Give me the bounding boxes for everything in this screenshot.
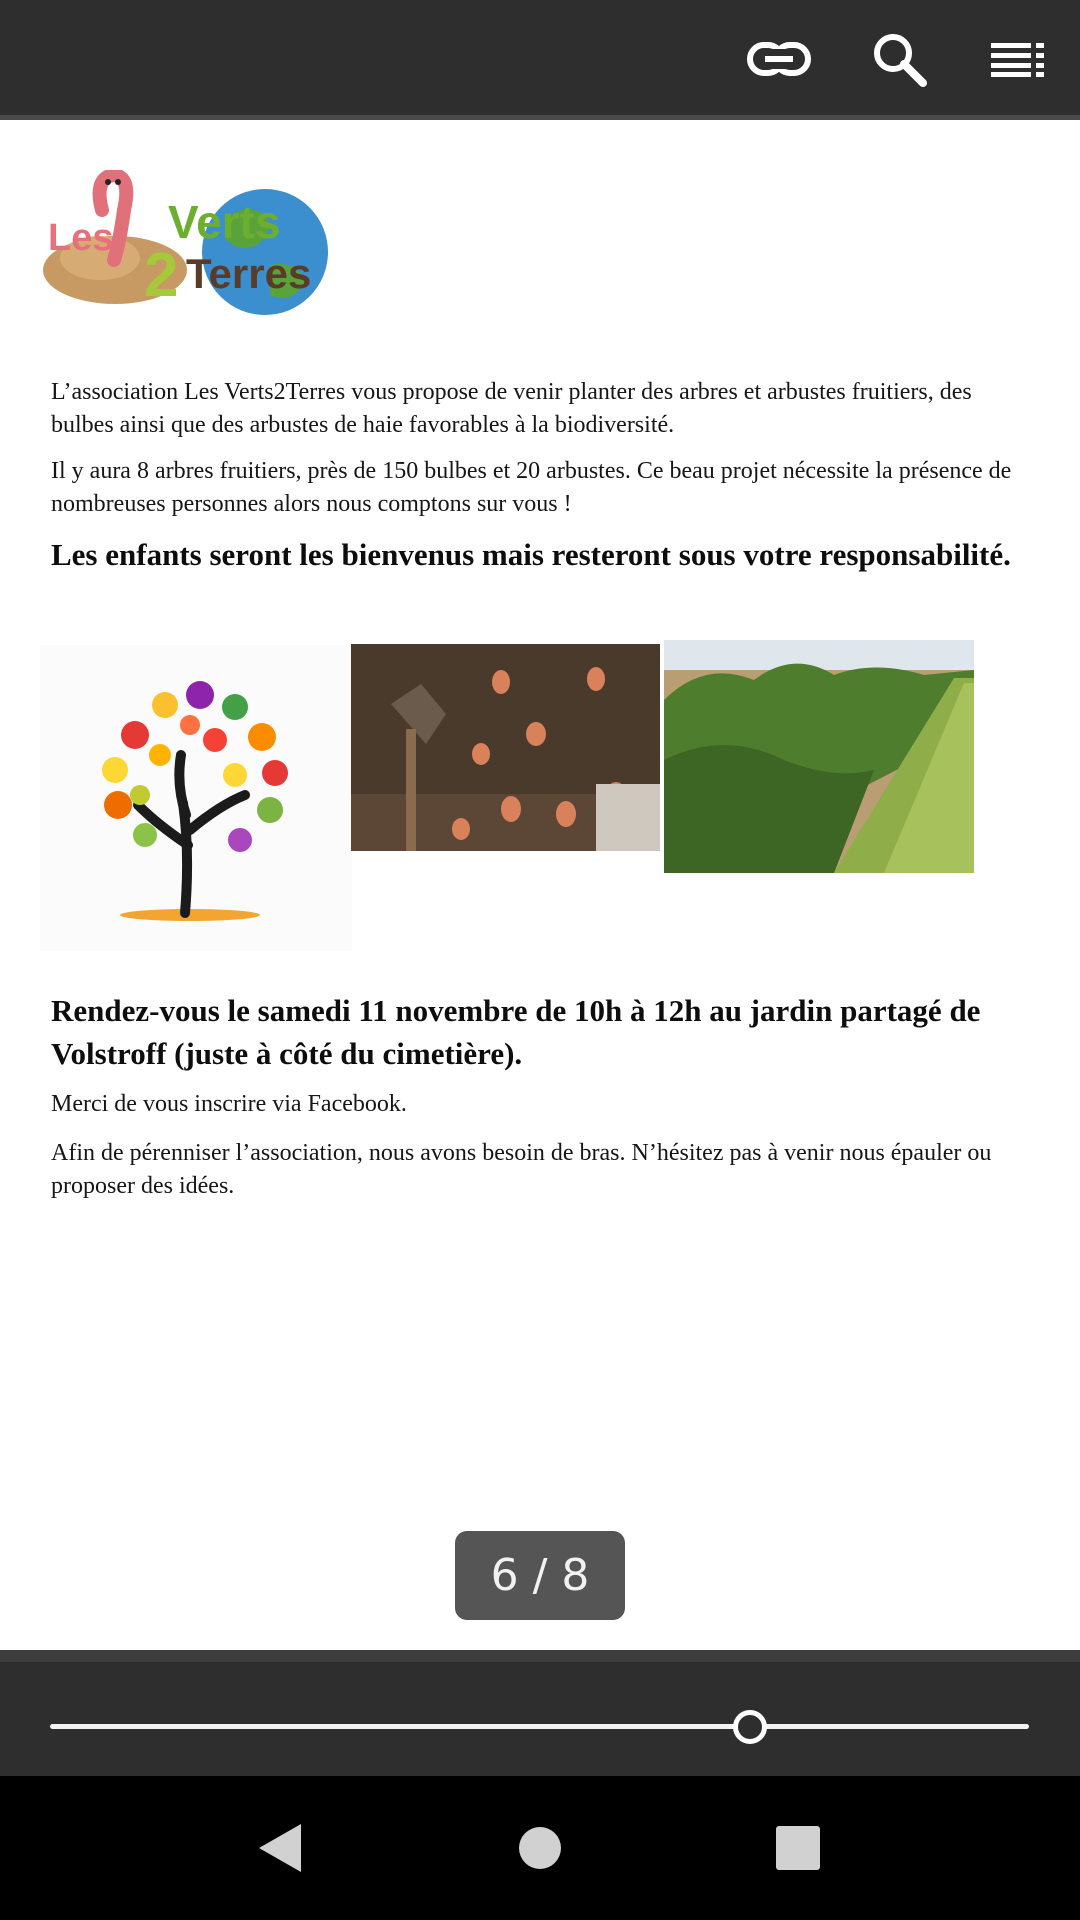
home-button[interactable] (498, 1806, 582, 1890)
rendezvous-heading: Rendez-vous le samedi 11 novembre de 10h à 12h au jardin partagé de Volstroff (juste à côté du cimetière). (51, 993, 981, 1071)
top-toolbar (0, 0, 1080, 120)
details-paragraph: Il y aura 8 arbres fruitiers, près de 150 bulbes et 20 arbustes. Ce beau projet nécessite la présence de nombreuses personnes alors nous comptons sur vous ! (51, 458, 1012, 517)
les-verts2terres-logo (40, 170, 340, 320)
system-navigation-bar (0, 1776, 1080, 1920)
tulip-bulbs-photo (351, 644, 660, 851)
home-icon (517, 1825, 563, 1871)
menu-button[interactable] (980, 22, 1058, 96)
back-button[interactable] (238, 1806, 322, 1890)
fruit-tree-illustration (40, 645, 352, 951)
back-icon (255, 1821, 305, 1875)
menu-icon (991, 41, 1047, 77)
hedge-field-photo (664, 640, 974, 873)
page-slider-thumb[interactable] (733, 1710, 767, 1744)
recent-apps-button[interactable] (756, 1806, 840, 1890)
svg-text:2: 2 (144, 241, 179, 310)
search-button[interactable] (860, 22, 938, 96)
page-counter: 6 / 8 (455, 1531, 625, 1620)
page-slider-bar (0, 1650, 1080, 1776)
page-slider-track[interactable] (50, 1724, 1029, 1729)
children-heading: Les enfants seront les bienvenus mais resteront sous votre responsabilité. (51, 537, 1011, 572)
search-icon (870, 30, 928, 88)
volunteer-paragraph: Afin de pérenniser l’association, nous avons besoin de bras. N’hésitez pas à venir nous épauler ou proposer des idées. (51, 1140, 992, 1199)
link-button[interactable] (740, 22, 818, 96)
svg-text:Terres: Terres (186, 250, 312, 297)
facebook-signup-paragraph: Merci de vous inscrire via Facebook. (51, 1091, 407, 1117)
link-icon (747, 39, 811, 79)
svg-text:Verts: Verts (168, 196, 281, 248)
recent-apps-icon (775, 1825, 821, 1871)
book-page[interactable] (0, 125, 1080, 1650)
svg-text:Les: Les (48, 217, 114, 259)
intro-paragraph: L’association Les Verts2Terres vous propose de venir planter des arbres et arbustes fruitiers, des bulbes ainsi que des arbustes de haie favorables à la biodiversité. (51, 379, 972, 438)
